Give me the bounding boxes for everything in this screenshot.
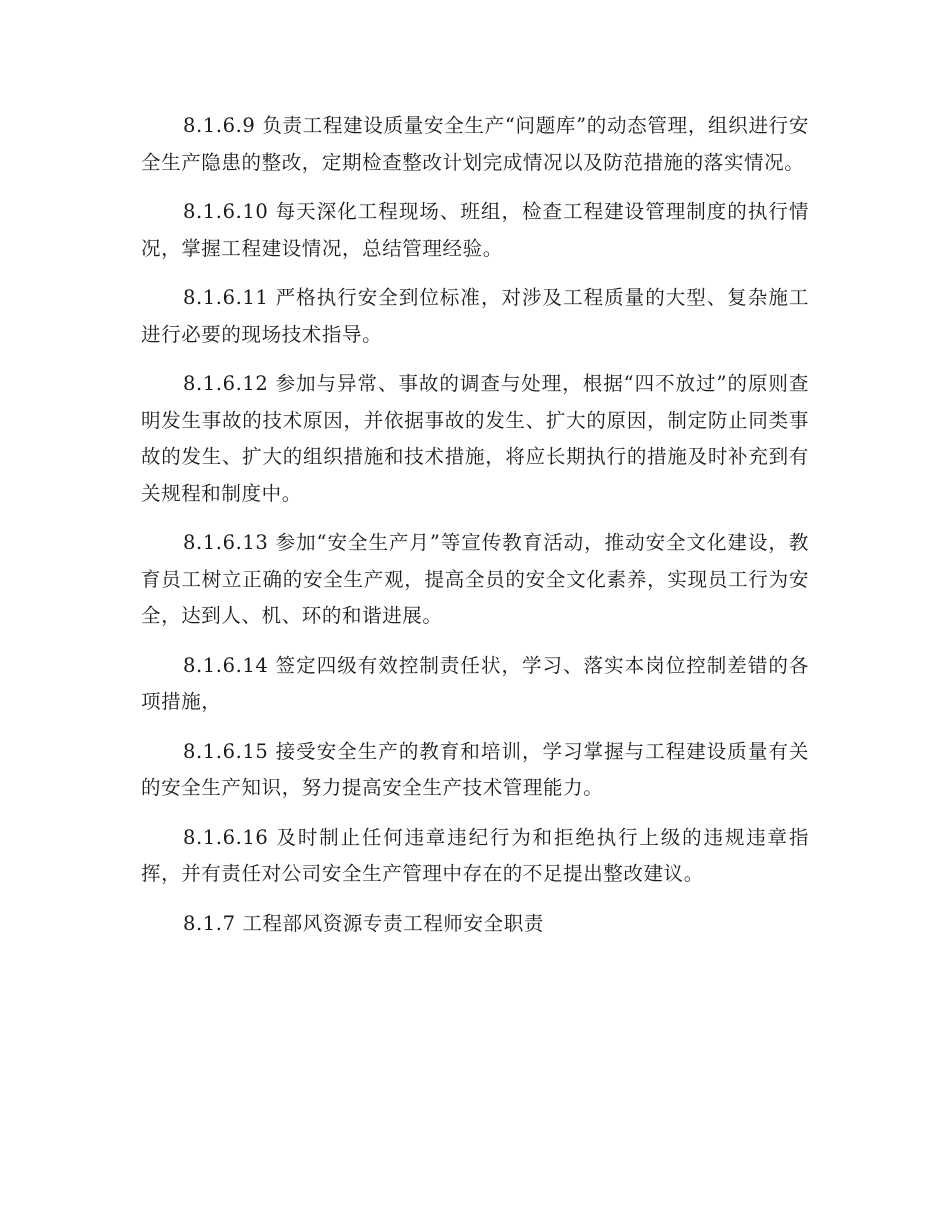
paragraph-8-1-6-15: 8.1.6.15 接受安全生产的教育和培训，学习掌握与工程建设质量有关的安全生产知识，努力提高安全生产技术管理能力。 (141, 739, 809, 799)
paragraph-8-1-6-16: 8.1.6.16 及时制止任何违章违纪行为和拒绝执行上级的违规违章指挥，并有责任对公司安全生产管理中存在的不足提出整改建议。 (141, 825, 809, 885)
paragraph-8-1-6-14: 8.1.6.14 签定四级有效控制责任状，学习、落实本岗位控制差错的各项措施， (141, 653, 809, 713)
paragraph-8-1-6-13: 8.1.6.13 参加“安全生产月”等宣传教育活动，推动安全文化建设，教育员工树立正确的安全生产观，提高全员的安全文化素养，实现员工行为安全，达到人、机、环的和谐进展。 (141, 531, 809, 627)
document-body (141, 108, 809, 955)
paragraph-8-1-6-12: 8.1.6.12 参加与异常、事故的调查与处理，根据“四不放过”的原则查明发生事故的技术原因，并依据事故的发生、扩大的原因，制定防止同类事故的发生、扩大的组织措施和技术措施，将应长期执行的措施及时补充到有关规程和制度中。 (141, 372, 809, 505)
paragraph-8-1-6-9: 8.1.6.9 负责工程建设质量安全生产“问题库”的动态管理，组织进行安全生产隐患的整改，定期检查整改计划完成情况以及防范措施的落实情况。 (141, 114, 809, 174)
paragraph-8-1-6-10: 8.1.6.10 每天深化工程现场、班组，检查工程建设管理制度的执行情况，掌握工程建设情况，总结管理经验。 (141, 200, 809, 260)
paragraph-8-1-6-11: 8.1.6.11 严格执行安全到位标准，对涉及工程质量的大型、复杂施工进行必要的现场技术指导。 (141, 286, 809, 346)
section-heading-8-1-7: 8.1.7 工程部风资源专责工程师安全职责 (183, 911, 544, 935)
